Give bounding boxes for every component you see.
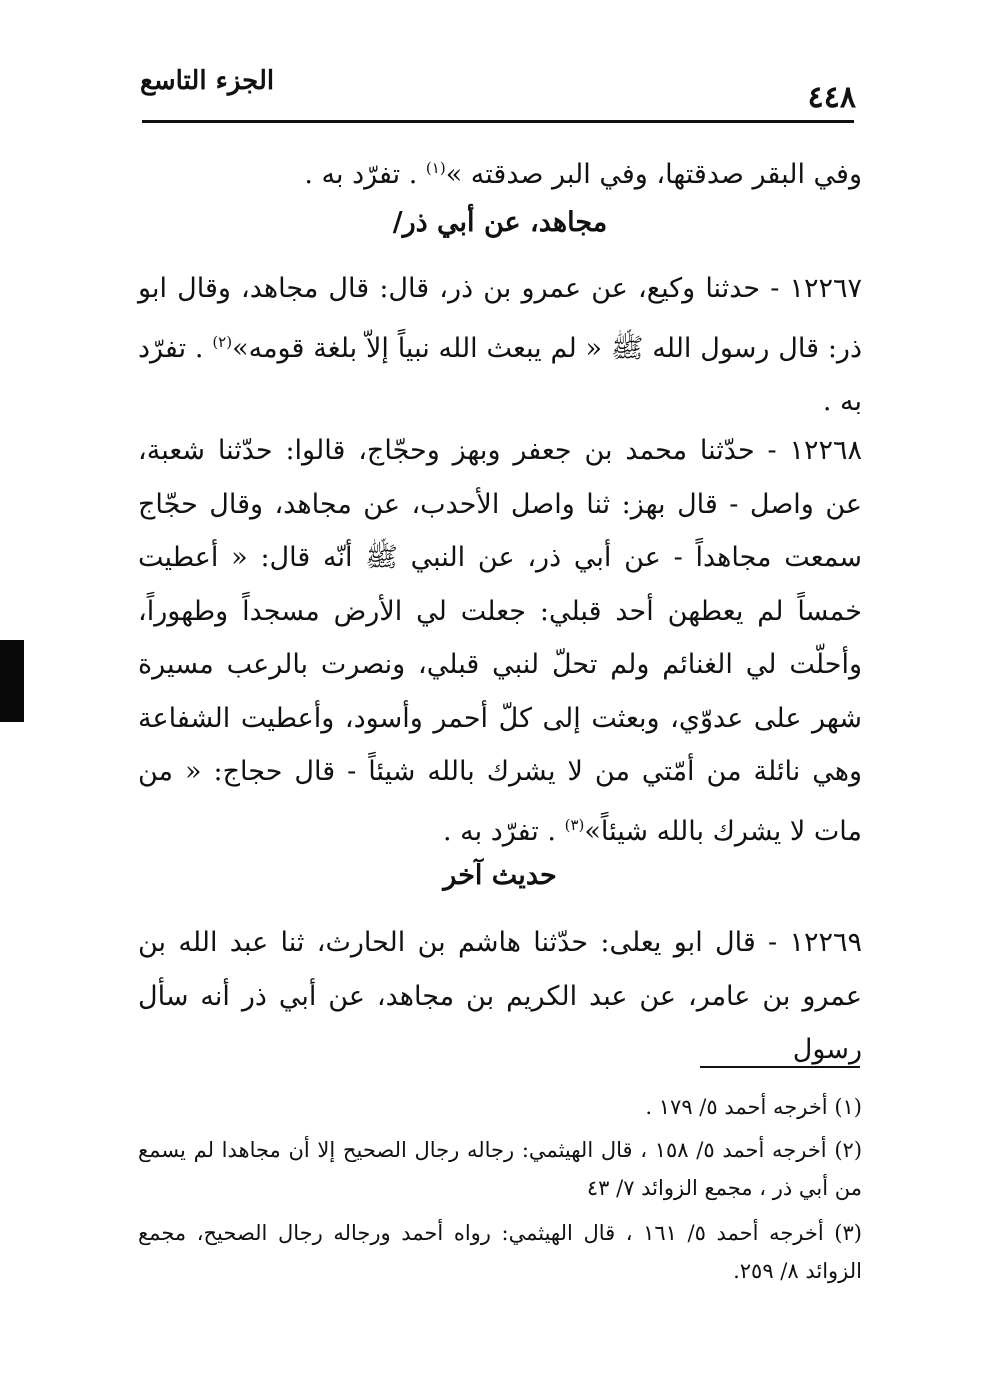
footnote-3: (٣) أخرجه أحمد ٥/ ١٦١ ، قال الهيثمي: رواه أحمد ورجاله رجال الصحيح، مجمع الزوائد ٨/ ٢٥٩. — [138, 1221, 862, 1283]
hadith-text: ١٢٢٦٧ - حدثنا وكيع، عن عمرو بن ذر، قال: قال مجاهد، وقال ابو ذر: قال رسول الله ﷺ « لم يبعث الله نبياً إلاّ بلغة قومه» — [138, 273, 862, 364]
footnote-ref-1: (١) — [425, 159, 446, 177]
footnote-1: (١) أخرجه أحمد ٥/ ١٧٩ . — [645, 1095, 862, 1119]
running-title: الجزء التاسع — [140, 66, 275, 96]
page-number: ٤٤٨ — [807, 80, 856, 115]
section-heading-mujahid: مجاهد، عن أبي ذر/ — [392, 207, 608, 238]
hadith-text: ١٢٢٦٨ - حدّثنا محمد بن جعفر وبهز وحجّاج، قالوا: حدّثنا شعبة، عن واصل - قال بهز: ثنا واصل الأحدب، عن مجاهد، وقال حجّاج سمعت مجاهداً - عن أبي ذر، عن النبي ﷺ أنّه قال: « أعطيت خمساً لم يعطهن أحد قبلي: جعلت لي الأرض مسجداً وطهوراً، وأحلّت لي الغنائم ولم تحلّ لنبي قبلي، ونصرت بالرعب مسيرة شهر على عدوّي، وبعثت إلى كلّ أحمر وأسود، وأعطيت الشفاعة وهي نائلة من أمّتي من لا يشرك بالله شيئاً - قال حجاج: « من مات لا يشرك بالله شيئاً» — [138, 435, 862, 847]
footnote-2: (٢) أخرجه أحمد ٥/ ١٥٨ ، قال الهيثمي: رجاله رجال الصحيح إلا أن مجاهدا لم يسمع من أبي ذر ، مجمع الزوائد ٧/ ٤٣ — [138, 1138, 863, 1200]
footnote-rule — [700, 1066, 860, 1068]
paragraph-continuation — [138, 142, 862, 202]
hadith-12267 — [138, 262, 862, 429]
header-rule — [142, 120, 854, 123]
paragraph-text: وفي البقر صدقتها، وفي البر صدقته » — [445, 159, 862, 190]
hadith-12268 — [138, 424, 862, 858]
section-heading-another-hadith: حديث آخر — [443, 860, 557, 891]
hadith-12269 — [138, 916, 862, 1077]
hadith-text: ١٢٢٦٩ - قال ابو يعلى: حدّثنا هاشم بن الحارث، ثنا عبد الله بن عمرو بن عامر، عن عبد الكريم بن مجاهد، عن أبي ذر أنه سأل رسول — [138, 927, 862, 1065]
page-header — [140, 66, 856, 122]
scan-edge-mark — [0, 640, 24, 722]
footnote-ref-3: (٣) — [564, 815, 585, 834]
paragraph-tail: . تفرّد به . — [304, 159, 426, 190]
hadith-tail: . تفرّد به . — [138, 332, 862, 417]
hadith-tail: . تفرّد به . — [442, 815, 565, 847]
footnote-ref-2: (٢) — [212, 332, 233, 351]
